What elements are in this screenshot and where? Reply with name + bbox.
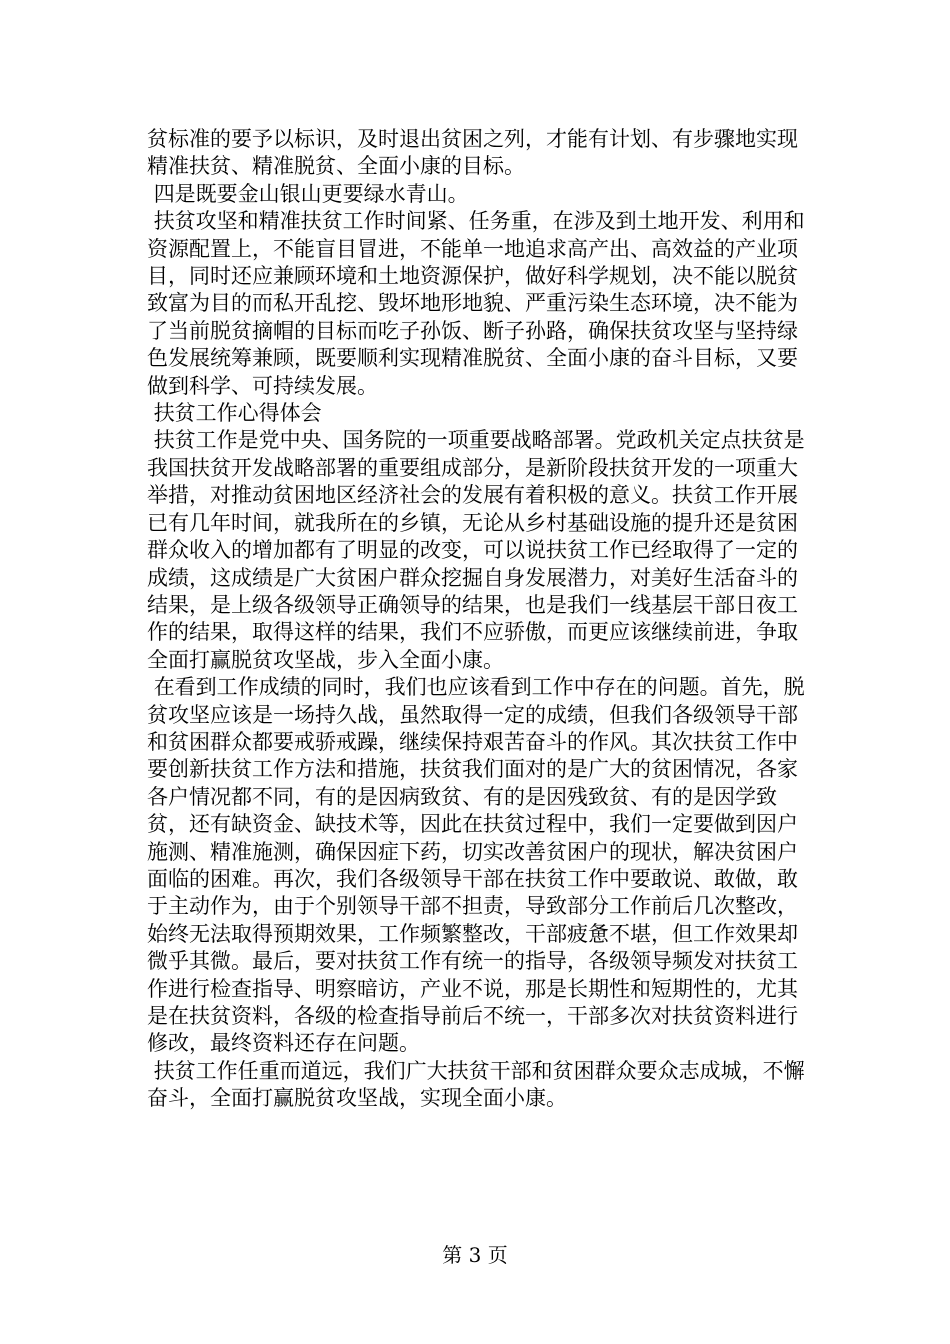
paragraph-green-development: 扶贫攻坚和精准扶贫工作时间紧、任务重，在涉及到土地开发、利用和资源配置上，不能盲目冒进，不能单一地追求高产出、高效益的产业项目，同时还应兼顾环境和土地资源保护，做好科学规划，决不能以脱贫致富为目的而私开乱挖、毁坏地形地貌、严重污染生态环境，决不能为了当前脱贫摘帽的目标而吃子孙饭、断子孙路，确保扶贫攻坚与坚持绿色发展统筹兼顾，既要顺利实现精准脱贫、全面小康的奋斗目标，又要做到科学、可持续发展。: [147, 209, 805, 398]
page-number: 第 3 页: [442, 1243, 508, 1267]
paragraph-heading-green-mountains: 四是既要金山银山更要绿水青山。: [147, 181, 469, 206]
section-title: 扶贫工作心得体会: [147, 401, 322, 426]
paragraph-achievements: 扶贫工作是党中央、国务院的一项重要战略部署。党政机关定点扶贫是我国扶贫开发战略部署的重要组成部分，是新阶段扶贫开发的一项重大举措，对推动贫困地区经济社会的发展有着积极的意义。扶贫工作开展已有几年时间，就我所在的乡镇，无论从乡村基础设施的提升还是贫困群众收入的增加都有了明显的改变，可以说扶贫工作已经取得了一定的成绩，这成绩是广大贫困户群众挖掘自身发展潜力，对美好生活奋斗的结果，是上级各级领导正确领导的结果，也是我们一线基层干部日夜工作的结果，取得这样的结果，我们不应骄傲，而更应该继续前进，争取全面打赢脱贫攻坚战，步入全面小康。: [147, 428, 805, 672]
paragraph-problems: 在看到工作成绩的同时，我们也应该看到工作中存在的问题。首先，脱贫攻坚应该是一场持久战，虽然取得一定的成绩，但我们各级领导干部和贫困群众都要戒骄戒躁，继续保持艰苦奋斗的作风。其次扶贫工作中要创新扶贫工作方法和措施，扶贫我们面对的是广大的贫困情况，各家各户情况都不同，有的是因病致贫、有的是因残致贫、有的是因学致贫，还有缺资金、缺技术等，因此在扶贫过程中，我们一定要做到因户施测、精准施测，确保因症下药，切实改善贫困户的现状，解决贫困户面临的困难。再次，我们各级领导干部在扶贫工作中要敢说、敢做，敢于主动作为，由于个别领导干部不担责，导致部分工作前后几次整改，始终无法取得预期效果，工作频繁整改，干部疲惫不堪，但工作效果却微乎其微。最后，要对扶贫工作有统一的指导，各级领导频发对扶贫工作进行检查指导、明察暗访，产业不说，那是长期性和短期性的，尤其是在扶贫资料，各级的检查指导前后不统一，干部多次对扶贫资料进行修改，最终资料还存在问题。: [147, 675, 805, 1056]
paragraph-conclusion: 扶贫工作任重而道远，我们广大扶贫干部和贫困群众要众志成城，不懈奋斗，全面打赢脱贫攻坚战，实现全面小康。: [147, 1058, 805, 1111]
document-body: [147, 126, 817, 1113]
paragraph-continuation: 贫标准的要予以标识，及时退出贫困之列，才能有计划、有步骤地实现精准扶贫、精准脱贫、全面小康的目标。: [147, 127, 798, 179]
